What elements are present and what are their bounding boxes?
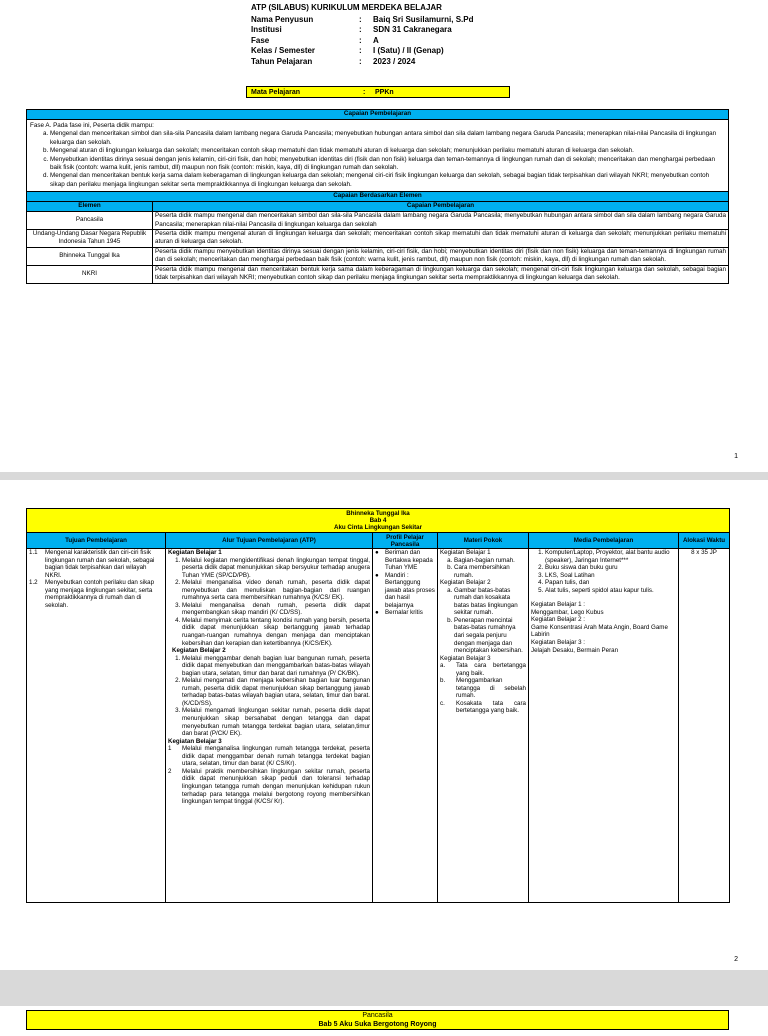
list-item: a. Gambar batas-batas rumah dan kosakata batas batas lingkungan sekitar rumah. (454, 587, 526, 617)
list-item: 5. Alat tulis, seperti spidol atau kapur tulis. (545, 587, 676, 595)
list-item: ● Beriman dan Bertakwa kepada Tuhan YME (375, 549, 433, 572)
media-cell: 1. Komputer/Laptop, Proyektor, alat bantu audio (speaker), Jaringan Internet*** 2. Buku siswa dan buku guru 3. LKS, Soal Latihan 4. Papan tulis, dan 5. Alat tulis, seperti spidol atau kapur tulis. Kegiatan Belajar 1 : Menggambar, Lego Kubus Kegiatan Belajar 2 : Game Konsentrasi Arah Mata Angin, Board Game Labirin Kegiatan Belajar 3 : Jelajah Desaku, Bermain Peran (529, 549, 679, 903)
col-atp: Alur Tujuan Pembelajaran (ATP) (166, 533, 373, 549)
list-item: 2. Melalui menganalisa video denah rumah, peserta didik dapat menyebutkan dan menuliskan bagian-bagian dari ruangan rumahnya serta cara membersihkan rumahnya (K/CS/ EK). (182, 579, 370, 602)
list-item: c. Kosakata tata cara bertetangga yang baik. (440, 699, 526, 715)
header-row: Kelas / Semester : I (Satu) / II (Genap) (251, 46, 444, 55)
list-item: 1. Melalui menggambar denah bagian luar bangunan rumah, peserta didik dapat menyebutkan dan menggambarkan batas-batas wilayah bagian utara, selatan, timur dan barat dari rumahnya (P/ CK/BK). (182, 655, 370, 678)
table-row: Pancasila Peserta didik mampu mengenal dan menceritakan simbol dan sila-sila Pancasila dalam lambang negara Garuda Pancasila; menyebutkan hubungan antara simbol dan sila dalam lambang negara Garuda Pancasila; menerapkan nilai-nilai Pancasila di lingkungan keluarga dan sekolah (27, 212, 729, 230)
list-item: c. Menyebutkan identitas dirinya sesuai dengan jenis kelamin, ciri-ciri fisik, dan hobi; menyebutkan identitas diri (fisik dan non fisik) keluarga dan teman-temannya di lingkungan rumah dan di sekolah; menceritakan dan menghargai perbedaan baik fisik (contoh: warna kulit, jenis rambut, dll) maupun non fisik (contoh: miskin, kaya, dll) di lingkungan rumah dan sekolah. (50, 156, 725, 173)
atp-table (26, 508, 730, 903)
list-item: 1. Komputer/Laptop, Proyektor, alat bantu audio (speaker), Jaringan Internet*** (545, 549, 676, 564)
mata-pelajaran-box: Mata Pelajaran : PPKn (246, 86, 510, 98)
document-header (251, 3, 473, 67)
atp-table-page3 (26, 1010, 729, 1030)
list-item: 4. Papan tulis, dan (545, 579, 676, 587)
col-tujuan: Tujuan Pembelajaran (27, 533, 166, 549)
header-row: Nama Penyusun : Baiq Sri Susilamurni, S.Pd (251, 14, 474, 24)
list-item: 2. Buku siswa dan buku guru (545, 564, 676, 572)
bullet-icon: ● (375, 609, 379, 617)
table-row (27, 549, 730, 903)
list-item: b. Penerapan mencintai batas-batas rumahnya dari segala penjuru dengan menjaga dan menciptakan kebersihan. (454, 617, 526, 655)
list-item: 3. Melalui menganalisa denah rumah, peserta didik dapat mengembangkan sikap mandiri (K/ CD/SS). (182, 602, 370, 617)
bullet-icon: ● (375, 571, 379, 579)
page-number: 2 (734, 956, 738, 963)
list-item: ● Bernalar kritis (375, 609, 423, 617)
page-3 (0, 1006, 768, 1036)
capaian-table (26, 109, 729, 284)
list-item: ● Mandiri : Bertanggung jawab atas proses dan hasil belajarnya (375, 571, 435, 609)
col-media: Media Pembelajaran (529, 533, 679, 549)
bullet-icon: ● (375, 549, 379, 556)
list-item: 2. Melalui mengamati dan menjaga kebersihan bagian luar bangunan rumah, peserta didik dapat menunjukkan sikap bertanggung jawab terhadap batas-batas wilayah bagian utara, selatan, timur dan barat. (K/CD/SS). (182, 677, 370, 707)
col-materi: Materi Pokok (438, 533, 529, 549)
list-item: b. Cara membersihkan rumah. (454, 564, 526, 579)
materi-cell: Kegiatan Belajar 1 a. Bagian-bagian rumah. b. Cara membersihkan rumah. Kegiatan Belajar 2 a. Gambar batas-batas rumah dan kosakata batas batas lingkungan sekitar rumah. b. Penerapan mencintai batas-batas rumahnya dari segala penjuru dengan menjaga dan menciptakan kebersihan. Kegiatan Belajar 3 a. Tata cara bertetangga yang baik. b. Menggambarkan tetangga di sebelah rumah. c. Kosakata tata cara bertetangga yang baik. (438, 549, 529, 903)
table-row: NKRI Peserta didik mampu mengenal dan menceritakan bentuk kerja sama dalam keberagaman di lingkungan keluarga dan sekolah; mengenal ciri-ciri fisik lingkungan keluarga dan sekolah, sebagai bagian tidak terpisahkan dari wilayah NKRI; menyebutkan contoh sikap dan perilaku menjaga lingkungan sekitar serta mempraktikkannya di lingkungan keluarga dan sekolah. (27, 265, 729, 283)
list-item: 1.2 Menyebutkan contoh perilaku dan sikap yang menjaga lingkungan sekitar, serta mempraktikkannya di rumah dan di sekolah. (29, 579, 155, 609)
list-item: 4. Melalui menyimak cerita tentang kondisi rumah yang bersih, peserta didik dapat menunjukkan sikap bertanggung jawab terhadap ruangan-ruangan rumahnya dengan menjaga dan menciptakan kebersihan dan kerapian dan ketertibannya (K/CS/EK). (182, 617, 370, 647)
document-title: ATP (SILABUS) KURIKULUM MERDEKA BELAJAR (251, 3, 442, 12)
table-row: Bhinneka Tunggal Ika Peserta didik mampu menyebutkan identitas dirinya sesuai dengan jenis kelamin, ciri-ciri fisik, dan hobi; menyebutkan identitas diri (fisik dan non fisik) keluarga dan teman-temannya di lingkungan rumah dan di sekolah; menceritakan dan menghargai perbedaan baik fisik (contoh: warna kulit, jenis rambut, dll) maupun non fisik (contoh: miskin, kaya, dll) di lingkungan rumah dan sekolah. (27, 247, 729, 265)
page-2 (0, 480, 768, 970)
col-profil: Profil Pelajar Pancasila (373, 533, 438, 549)
col-elemen: Elemen (27, 202, 153, 212)
header-row: Institusi : SDN 31 Cakranegara (251, 25, 452, 34)
list-item: 3. Melalui mengamati lingkungan sekitar rumah, peserta didik dapat menunjukkan sikap bersahabat dengan tetangga dan dapat menyebutkan rumah tetangga terdekat bagian utara, selatan,timur dan barat (P/CK/ EK). (182, 707, 370, 737)
list-item: b. Mengenal aturan di lingkungan keluarga dan sekolah; menceritakan contoh sikap mematuhi dan tidak mematuhi aturan di keluarga dan sekolah; menunjukkan perilaku mematuhi aturan di keluarga dan sekolah. (50, 147, 725, 155)
list-item: a. Tata cara bertetangga yang baik. (440, 662, 526, 677)
header-row: Tahun Pelajaran : 2023 / 2024 (251, 56, 416, 66)
profil-cell (373, 549, 438, 903)
list-item: a. Mengenal dan menceritakan simbol dan sila-sila Pancasila dalam lambang negara Garuda Pancasila; menyebutkan hubungan antara simbol dan sila dalam lambang negara Garuda Pancasila; menerapkan nilai-nilai Pancasila di lingkungan keluarga dan sekolah. (50, 130, 725, 147)
list-item: 2 Melalui praktik membersihkan lingkungan sekitar rumah, peserta didik dapat menunjukkan sikap peduli dan toleransi terhadap lingkungan tetangga rumah dengan menunjukan kehidupan rukun terhadap para tetangga melalui bergotong royong membersihkan lingkungan tempat tinggal (K/CS/ Kr). (168, 767, 370, 806)
list-item: 3. LKS, Soal Latihan (545, 572, 676, 580)
list-item: a. Bagian-bagian rumah. (454, 557, 526, 565)
cp-heading: Capaian Pembelajaran (27, 110, 729, 120)
header-row: Fase : A (251, 35, 379, 45)
list-item: b. Menggambarkan tetangga di sebelah rumah. (440, 677, 526, 700)
page3-title: Pancasila Bab 5 Aku Suka Bergotong Royong (27, 1011, 729, 1030)
list-item: 1 Melalui menganalisa lingkungan rumah tetangga terdekat, peserta didik dapat menggambar denah rumah tetangga terdekat bagian utara, selatan, timur dan barat (K/ CS/Kr). (168, 745, 370, 768)
tujuan-cell (27, 549, 166, 903)
atp-cell: Kegiatan Belajar 1 1. Melalui kegiatan mengidentifikasi denah lingkungan tempat tinggal, peserta didik dapat menunjukkan sikap bersyukur terhadap anugera Tuhan YME (SP/CD/PB). 2. Melalui menganalisa video denah rumah, peserta didik dapat menyebutkan dan menuliskan bagian-bagian dari ruangan rumahnya serta cara membersihkan rumahnya (K/CS/ EK). 3. Melalui menganalisa denah rumah, peserta didik dapat mengembangkan sikap mandiri (K/ CD/SS). 4. Melalui menyimak cerita tentang kondisi rumah yang bersih, peserta didik dapat menunjukkan sikap bertanggung jawab terhadap ruangan-ruangan rumahnya dengan menjaga dan menciptakan kebersihan dan kerapian dan ketertibannya (K/CS/EK). Kegiatan Belajar 2 1. Melalui menggambar denah bagian luar bangunan rumah, peserta didik dapat menyebutkan dan menggambarkan batas-batas wilayah bagian utara, selatan, timur dan barat dari rumahnya (P/ CK/BK). 2. Melalui mengamati dan menjaga kebersihan bagian luar bangunan rumah, peserta didik dapat menunjukkan sikap bertanggung jawab terhadap batas-batas wilayah bagian utara, selatan, timur dan barat. (K/CD/SS). 3. Melalui mengamati lingkungan sekitar rumah, peserta didik dapat menunjukkan sikap bersahabat dengan tetangga dan dapat menyebutkan rumah tetangga terdekat bagian utara, selatan,timur dan barat (P/CK/ EK). Kegiatan Belajar 3 1 Melalui menganalisa lingkungan rumah tetangga terdekat, peserta didik dapat menggambar denah rumah tetangga terdekat bagian utara, selatan, timur dan barat (K/ CS/Kr). 2 Melalui praktik membersihkan lingkungan sekitar rumah, peserta didik dapat menunjukkan sikap peduli dan toleransi terhadap lingkungan tetangga rumah dengan menunjukan kehidupan rukun terhadap para tetangga melalui bergotong royong membersihkan lingkungan tempat tinggal (K/CS/ Kr). (166, 549, 373, 903)
list-item: 1. Melalui kegiatan mengidentifikasi denah lingkungan tempat tinggal, peserta didik dapat menunjukkan sikap bersyukur terhadap anugera Tuhan YME (SP/CD/PB). (182, 557, 370, 580)
col-alokasi: Alokasi Waktu (679, 533, 730, 549)
list-item: d. Mengenal dan menceritakan bentuk kerja sama dalam keberagaman di lingkungan keluarga dan sekolah; mengenal ciri-ciri fisik lingkungan keluarga dan sekolah, sebagai bagian tidak terpisahkan dari wilayah NKRI; menyebutkan contoh sikap dan perilaku menjaga lingkungan sekitar serta mempraktikkannya di lingkungan keluarga dan sekolah. (50, 172, 725, 189)
list-item: 1.1 Mengenal karakteristik dan ciri-ciri fisik lingkungan rumah dan sekolah, sebagai bagian tidak terpisahkan dari wilayah NKRI. (29, 549, 155, 579)
cp-elemen-heading: Capaian Berdasarkan Elemen (27, 192, 729, 202)
alokasi-cell: 8 x 35 JP (679, 549, 730, 903)
cp-intro-cell: Fase A. Pada fase ini, Peserta didik mampu: a. Mengenal dan menceritakan simbol dan sila-sila Pancasila dalam lambang negara Garuda Pancasila; menyebutkan hubungan antara simbol dan sila dalam lambang negara Garuda Pancasila; menerapkan nilai-nilai Pancasila di lingkungan keluarga dan sekolah. b. Mengenal aturan di lingkungan keluarga dan sekolah; menceritakan contoh sikap mematuhi dan tidak mematuhi aturan di keluarga dan sekolah; menunjukkan perilaku mematuhi aturan di keluarga dan sekolah. c. Menyebutkan identitas dirinya sesuai dengan jenis kelamin, ciri-ciri fisik, dan hobi; menyebutkan identitas diri (fisik dan non fisik) keluarga dan teman-temannya di lingkungan rumah dan di sekolah; menceritakan dan menghargai perbedaan baik fisik (contoh: warna kulit, jenis rambut, dll) maupun non fisik (contoh: miskin, kaya, dll) di lingkungan rumah dan sekolah. d. Mengenal dan menceritakan bentuk kerja sama dalam keberagaman di lingkungan keluarga dan sekolah; mengenal ciri-ciri fisik lingkungan keluarga dan sekolah, sebagai bagian tidak terpisahkan dari wilayah NKRI; menyebutkan contoh sikap dan perilaku menjaga lingkungan sekitar serta mempraktikkannya di lingkungan keluarga dan sekolah. (27, 120, 729, 192)
page-1 (0, 0, 768, 472)
atp-title: Bhinneka Tunggal Ika Bab 4 Aku Cinta Lingkungan Sekitar (27, 509, 730, 533)
page-number: 1 (734, 453, 738, 460)
col-capaian: Capaian Pembelajaran (153, 202, 729, 212)
table-row: Undang-Undang Dasar Negara Republik Indonesia Tahun 1945 Peserta didik mampu mengenal aturan di lingkungan keluarga dan sekolah; menceritakan contoh sikap mematuhi dan tidak mematuhi aturan di keluarga dan sekolah; menunjukkan perilaku mematuhi aturan di keluarga dan sekolah. (27, 230, 729, 248)
cp-list (30, 130, 725, 189)
